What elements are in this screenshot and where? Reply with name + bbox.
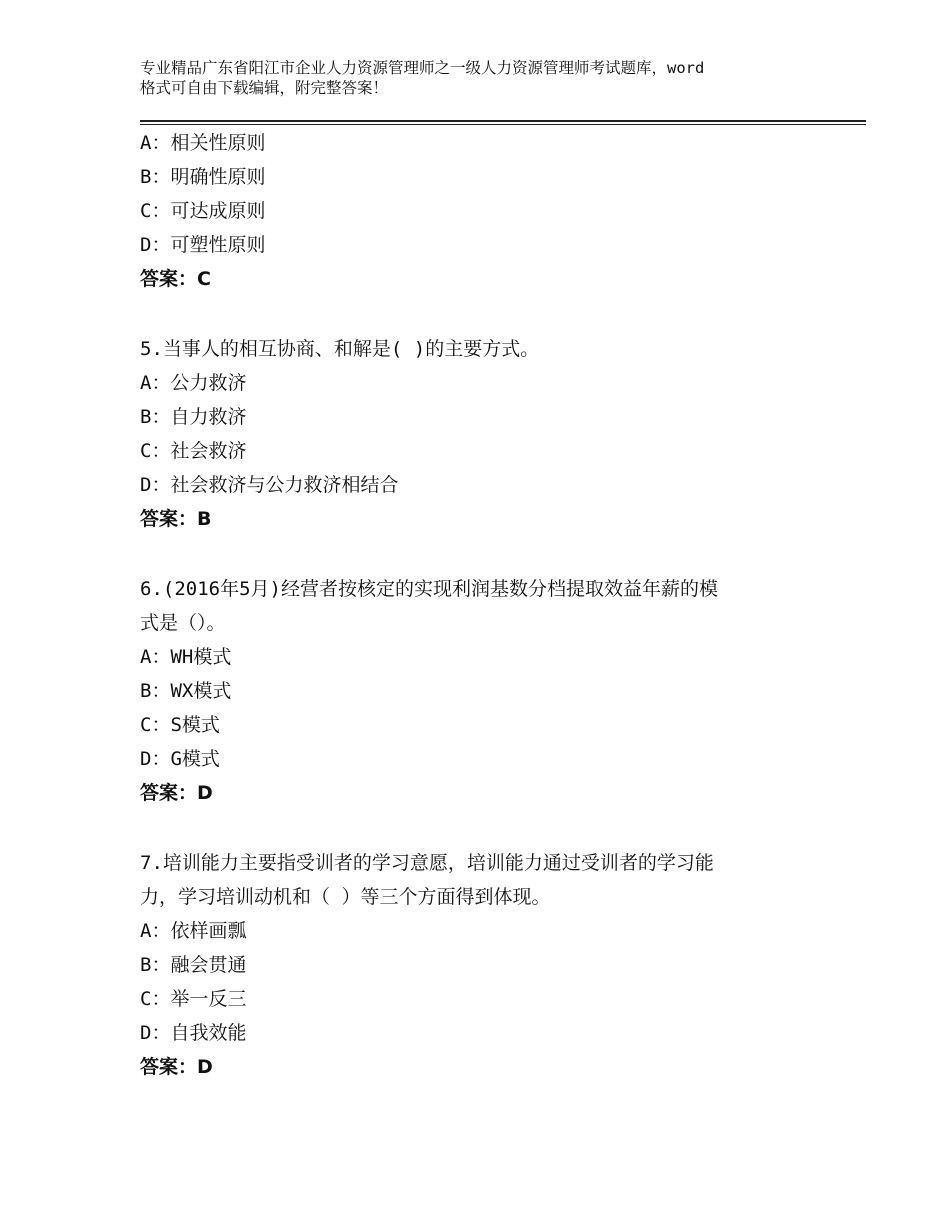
option-d: D：可塑性原则 [140, 234, 266, 256]
option-c: C：社会救济 [140, 440, 247, 462]
document-header [140, 58, 830, 98]
option-d: D：社会救济与公力救济相结合 [140, 474, 399, 496]
option-b: B：自力救济 [140, 406, 247, 428]
question-list [140, 126, 830, 1084]
option-c: C：可达成原则 [140, 200, 266, 222]
option-a: A：依样画瓢 [140, 920, 247, 942]
question-5 [140, 332, 830, 536]
question-4 [140, 126, 830, 296]
option-c: C：S模式 [140, 714, 220, 736]
option-b: B：融会贯通 [140, 954, 247, 976]
option-a: A：相关性原则 [140, 132, 266, 154]
header-title-line1: 专业精品广东省阳江市企业人力资源管理师之一级人力资源管理师考试题库，word [140, 59, 705, 77]
question-stem-line2: 力，学习培训动机和（ ）等三个方面得到体现。 [140, 886, 551, 908]
question-stem: 5.当事人的相互协商、和解是( )的主要方式。 [140, 338, 540, 360]
header-divider-thick [140, 120, 866, 122]
question-stem-line2: 式是（）。 [140, 612, 226, 634]
answer-label: 答案：D [140, 1056, 213, 1078]
question-6 [140, 572, 830, 810]
answer-label: 答案：C [140, 268, 211, 290]
header-title-line2: 格式可自由下载编辑，附完整答案！ [140, 79, 389, 97]
answer-label: 答案：B [140, 508, 212, 530]
option-a: A：公力救济 [140, 372, 247, 394]
option-d: D：G模式 [140, 748, 220, 770]
option-b: B：明确性原则 [140, 166, 266, 188]
question-stem-line1: 6.(2016年5月)经营者按核定的实现利润基数分档提取效益年薪的模 [140, 578, 718, 600]
question-stem-line1: 7.培训能力主要指受训者的学习意愿，培训能力通过受训者的学习能 [140, 852, 714, 874]
header-divider-thin [140, 124, 866, 125]
option-a: A：WH模式 [140, 646, 232, 668]
option-d: D：自我效能 [140, 1022, 247, 1044]
answer-label: 答案：D [140, 782, 213, 804]
question-7 [140, 846, 830, 1084]
option-b: B：WX模式 [140, 680, 232, 702]
option-c: C：举一反三 [140, 988, 247, 1010]
